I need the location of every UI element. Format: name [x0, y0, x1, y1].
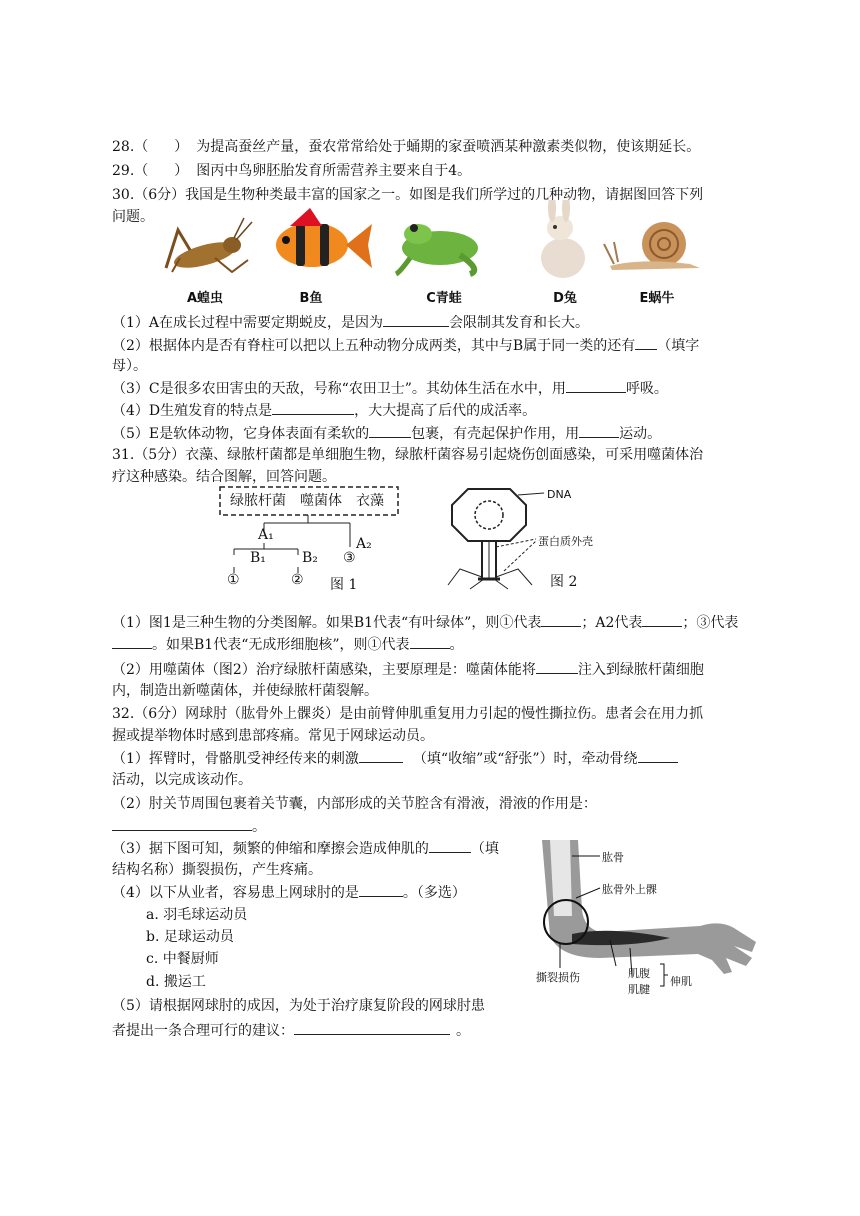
animal-figure	[0, 200, 860, 285]
q32-sub2: （2）肘关节周围包裹着关节囊，内部形成的关节腔含有滑液，滑液的作用是：	[112, 796, 597, 812]
fig2-dna-label: DNA	[547, 488, 572, 501]
label-tendon: 肌腱	[628, 983, 650, 996]
question-31-intro-cont: 疗这种感染。结合图解，回答问题。	[112, 469, 336, 485]
q32-sub5-cont: 者提出一条合理可行的建议： 。	[112, 1020, 470, 1041]
q32-sub3-cont: 结构名称）撕裂损伤，产生疼痛。	[112, 862, 322, 878]
q32-sub3: （3）据下图可知，频繁的伸缩和摩擦会造成伸肌的 （填	[112, 838, 499, 859]
fig1-c1: ①	[227, 572, 240, 588]
fig1-a2: A₂	[356, 536, 372, 552]
fig1-c3: ③	[343, 550, 356, 566]
label-epicondyle: 肱骨外上髁	[602, 883, 657, 896]
answer-blank[interactable]	[294, 1020, 450, 1035]
answer-blank[interactable]	[579, 423, 619, 438]
fig1-caption: 图 1	[330, 577, 358, 593]
fig1-b1: B₁	[250, 550, 266, 566]
answer-blank[interactable]	[369, 423, 411, 438]
q32-sub1: （1）挥臂时，骨骼肌受神经传来的刺激 （填“收缩”或“舒张”）时，牵动骨绕	[112, 748, 678, 769]
q32-sub2-cont: 。	[112, 816, 266, 837]
answer-blank[interactable]	[272, 400, 354, 415]
label-humerus: 肱骨	[602, 851, 624, 864]
q30-sub3: （3）C是很多农田害虫的天敌，号称“农田卫士”。其幼体生活在水中，用 呼吸。	[112, 378, 668, 399]
answer-blank[interactable]	[635, 335, 657, 350]
answer-blank[interactable]	[429, 838, 471, 853]
label-tear: 撕裂损伤	[536, 971, 580, 984]
answer-blank[interactable]	[359, 882, 403, 897]
animal-label-a: A蝗虫	[186, 291, 224, 306]
label-muscle-belly: 肌腹	[628, 967, 650, 980]
answer-blank[interactable]	[642, 612, 682, 627]
q32-sub5: （5）请根据网球肘的成因，为处于治疗康复阶段的网球肘患	[112, 998, 485, 1014]
frog-image	[396, 224, 478, 274]
option-a: a. 羽毛球运动员	[146, 907, 248, 923]
fig1-box-label: 绿脓杆菌 噬菌体 衣藻	[230, 493, 384, 509]
grasshopper-image	[166, 218, 252, 273]
snail-image	[604, 222, 700, 270]
fig1-a1: A₁	[258, 527, 274, 543]
q31-sub1-cont: 。如果B1代表“无成形细胞核”，则①代表 。	[112, 634, 464, 655]
answer-blank[interactable]	[410, 634, 450, 649]
fig2-caption: 图 2	[550, 574, 578, 590]
q31-sub2-cont: 内，制造出新噬菌体，并使绿脓杆菌裂解。	[112, 683, 378, 699]
answer-blank[interactable]	[383, 312, 449, 327]
question-32-intro: 32.（6分）网球肘（肱骨外上髁炎）是由前臂伸肌重复用力引起的慢性撕拉伤。患者会在用力抓	[112, 706, 704, 722]
fig2-shell-label: 蛋白质外壳	[538, 535, 593, 548]
question-32-intro-cont: 握或提举物体时感到患部疼痛。常见于网球运动员。	[112, 728, 434, 744]
answer-blank[interactable]	[541, 612, 581, 627]
animal-label-e: E蜗牛	[639, 291, 675, 306]
answer-blank[interactable]	[359, 748, 403, 763]
option-b: b. 足球运动员	[146, 929, 234, 945]
q30-sub5: （5）E是软体动物，它身体表面有柔软的 包裹，有壳起保护作用，用 运动。	[112, 423, 661, 444]
animal-label-d: D兔	[553, 291, 577, 306]
q31-sub2: （2）用噬菌体（图2）治疗绿脓杆菌感染，主要原理是：噬菌体能将 注入到绿脓杆菌细胞	[112, 659, 704, 680]
q30-sub4: （4）D生殖发育的特点是 ，大大提高了后代的成活率。	[112, 400, 536, 421]
option-c: c. 中餐厨师	[146, 951, 219, 967]
question-31-intro: 31.（5分）衣藻、绿脓杆菌都是单细胞生物，绿脓杆菌容易引起烧伤创面感染，可采用噬菌体治	[112, 447, 704, 463]
q30-sub2: （2）根据体内是否有脊柱可以把以上五种动物分成两类，其中与B属于同一类的还有 （填字	[112, 335, 699, 356]
q32-sub4: （4）以下从业者，容易患上网球肘的是 。（多选）	[112, 882, 466, 903]
fig1-c2: ②	[291, 572, 304, 588]
answer-blank[interactable]	[112, 634, 152, 649]
q30-sub1: （1）A在成长过程中需要定期蜕皮，是因为 会限制其发育和长大。	[112, 312, 589, 333]
question-30-intro: 30.（6分）我国是生物种类最丰富的国家之一。如图是我们所学过的几种动物，请据图回答下列	[112, 187, 704, 203]
fig1-b2: B₂	[302, 550, 318, 566]
fish-image	[276, 208, 372, 268]
answer-blank[interactable]	[112, 816, 252, 831]
q30-sub2-cont: 母）。	[112, 358, 147, 374]
answer-blank[interactable]	[536, 659, 578, 674]
question-29: 29.（ ） 图丙中鸟卵胚胎发育所需营养主要来自于4。	[112, 163, 472, 179]
question-28: 28.（ ） 为提高蚕丝产量，蚕农常常给处于蛹期的家蚕喷洒某种激素类似物，使该期延长。	[112, 139, 701, 155]
q31-sub1: （1）图1是三种生物的分类图解。如果B1代表“有叶绿体”，则①代表 ；A2代表 ；③代表	[112, 612, 738, 633]
option-d: d. 搬运工	[146, 974, 206, 990]
q32-sub1-cont: 活动，以完成该动作。	[112, 772, 252, 788]
animal-label-c: C青蛙	[426, 291, 462, 306]
phage-diagram	[440, 485, 620, 595]
label-extensor: 伸肌	[670, 975, 692, 988]
question-30-intro-cont: 问题。	[112, 209, 154, 225]
answer-blank[interactable]	[566, 378, 626, 393]
answer-blank[interactable]	[638, 748, 678, 763]
animal-label-b: B鱼	[299, 291, 323, 306]
rabbit-image	[541, 200, 585, 278]
